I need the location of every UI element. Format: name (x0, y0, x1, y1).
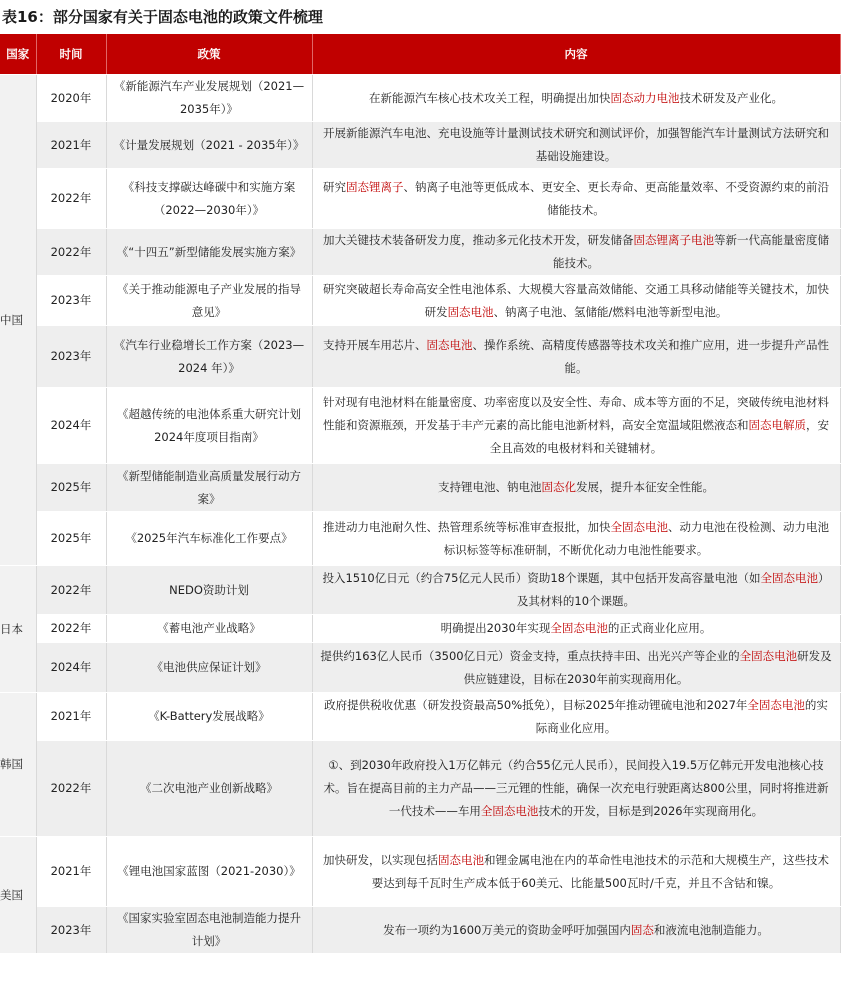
content-text: 发布一项约为1600万美元的资助金呼吁加强国内 (383, 922, 631, 937)
content-text: 支持锂电池、钠电池 (438, 480, 542, 494)
policy-cell: 《关于推动能源电子产业发展的指导意见》 (106, 276, 312, 326)
time-cell: 2023年 (36, 326, 106, 388)
table-row (0, 122, 840, 169)
highlighted-text: 固态锂离子 (346, 179, 404, 194)
content-text: 、钠离子电池等更低成本、更安全、更长寿命、更高能量效率、不受资源约束的前沿储能技术。 (403, 179, 829, 217)
header-time: 时间 (36, 34, 106, 75)
content-text: 等新一代高能量密度储能技术。 (553, 233, 829, 270)
policy-cell: 《“十四五”新型储能发展实施方案》 (106, 229, 312, 276)
highlighted-text: 全固态电池 (739, 648, 798, 663)
time-cell: 2023年 (36, 907, 106, 954)
policy-cell: 《电池供应保证计划》 (106, 643, 312, 693)
time-cell: 2022年 (36, 615, 106, 643)
content-cell (312, 229, 840, 276)
time-cell: 2020年 (36, 75, 106, 122)
content-text: 技术研发及产业化。 (679, 90, 783, 105)
content-text: 、钠离子电池、氢储能/燃料电池等新型电池。 (493, 304, 728, 319)
table-row (0, 326, 840, 388)
content-text: 、动力电池在役检测、动力电池标识标签等标准研制，不断优化动力电池性能要求。 (443, 519, 829, 557)
content-text: 推进动力电池耐久性、热管理系统等标准审查报批，加快 (323, 519, 611, 534)
time-cell: 2022年 (36, 566, 106, 615)
content-cell (312, 75, 840, 122)
content-text: 的正式商业化应用。 (607, 621, 712, 635)
content-text: 、操作系统、高精度传感器等技术攻关和推广应用，进一步提升产品性能。 (472, 337, 829, 375)
time-cell: 2024年 (36, 643, 106, 693)
time-cell: 2025年 (36, 464, 106, 512)
content-text: 和液流电池制造能力。 (653, 922, 769, 937)
table-row (0, 566, 840, 615)
policy-cell: 《2025年汽车标准化工作要点》 (106, 512, 312, 566)
policy-cell: 《新型储能制造业高质量发展行动方案》 (106, 464, 312, 512)
policy-cell: NEDO资助计划 (106, 566, 312, 615)
content-cell (312, 464, 840, 512)
table-row (0, 512, 840, 566)
header-country: 国家 (0, 34, 36, 75)
table-row (0, 75, 840, 122)
time-cell: 2021年 (36, 122, 106, 169)
table-row (0, 643, 840, 693)
content-text: 支持开展车用芯片、 (323, 337, 427, 352)
table-row (0, 837, 840, 907)
content-cell (312, 512, 840, 566)
highlighted-text: 固态电池 (426, 337, 473, 352)
country-cell: 日本 (0, 566, 36, 693)
highlighted-text: 固态锂离子电池 (633, 233, 714, 247)
time-cell: 2025年 (36, 512, 106, 566)
content-text: 在新能源汽车核心技术攻关工程，明确提出加快 (369, 90, 611, 105)
content-cell (312, 169, 840, 229)
content-cell (312, 615, 840, 643)
country-cell: 中国 (0, 75, 36, 566)
content-text: 和锂金属电池在内的革命性电池技术的示范和大规模生产，这些技术要达到每千瓦时生产成本低于60美元、比能量500瓦时/千克，并且不含钴和镍。 (371, 852, 829, 890)
content-cell (312, 122, 840, 169)
time-cell: 2024年 (36, 388, 106, 464)
content-text: ）及其材料的10个课题。 (516, 571, 830, 608)
time-cell: 2022年 (36, 741, 106, 837)
highlighted-text: 固态动力电池 (610, 90, 680, 105)
time-cell: 2021年 (36, 837, 106, 907)
content-cell (312, 388, 840, 464)
highlighted-text: 全固态电池 (610, 519, 668, 534)
policy-table (0, 34, 841, 954)
header-content: 内容 (312, 34, 840, 75)
content-text: 提供约163亿人民币（3500亿日元）资金支持，重点扶持丰田、出光兴产等企业的 (320, 648, 740, 663)
time-cell: 2023年 (36, 276, 106, 326)
content-text: 投入1510亿日元（约合75亿元人民币）资助18个课题，其中包括开发高容量电池（如 (322, 571, 761, 585)
table-row (0, 615, 840, 643)
highlighted-text: 固态电解质 (748, 418, 806, 432)
highlighted-text: 全固态电池 (480, 804, 539, 818)
policy-cell: 《超越传统的电池体系重大研究计划2024年度项目指南》 (106, 388, 312, 464)
highlighted-text: 固态电池 (447, 304, 494, 319)
table-row (0, 741, 840, 837)
table-row (0, 276, 840, 326)
country-cell: 美国 (0, 837, 36, 954)
highlighted-text: 固态化 (541, 480, 576, 494)
content-text: 研究 (323, 179, 346, 194)
policy-cell: 《汽车行业稳增长工作方案（2023—2024 年）》 (106, 326, 312, 388)
highlighted-text: 全固态电池 (550, 621, 608, 635)
content-text: 加大关键技术装备研发力度，推动多元化技术开发，研发储备 (323, 233, 634, 247)
content-text: ，安全且高效的电极材料和关键辅材。 (489, 418, 829, 455)
time-cell: 2022年 (36, 229, 106, 276)
highlighted-text: 固态 (630, 922, 654, 937)
table-row (0, 169, 840, 229)
content-cell (312, 907, 840, 954)
time-cell: 2022年 (36, 169, 106, 229)
table-title: 表16：部分国家有关于固态电池的政策文件梳理 (2, 8, 323, 26)
content-cell (312, 837, 840, 907)
country-cell: 韩国 (0, 693, 36, 837)
header-policy: 政策 (106, 34, 312, 75)
table-row (0, 229, 840, 276)
policy-cell: 《科技支撑碳达峰碳中和实施方案（2022—2030年）》 (106, 169, 312, 229)
content-text: 明确提出2030年实现 (440, 621, 551, 635)
policy-cell: 《K-Battery发展战略》 (106, 693, 312, 741)
table-row (0, 464, 840, 512)
content-text: ①、到2030年政府投入1万亿韩元（约合55亿元人民币），民间投入19.5万亿韩元开发电池核心技术。旨在提高目前的主力产品——三元锂的性能，确保一次充电行驶距离达800公里，同时将推进新一代技术——车用 (323, 758, 829, 818)
table-row (0, 907, 840, 954)
content-cell (312, 566, 840, 615)
policy-cell: 《二次电池产业创新战略》 (106, 741, 312, 837)
content-cell (312, 643, 840, 693)
policy-cell: 《新能源汽车产业发展规划（2021—2035年）》 (106, 75, 312, 122)
policy-cell: 《蓄电池产业战略》 (106, 615, 312, 643)
highlighted-text: 全固态电池 (747, 697, 805, 712)
content-text: 政府提供税收优惠（研发投资最高50%抵免），目标2025年推动锂硫电池和2027年 (324, 697, 748, 712)
content-cell (312, 741, 840, 837)
content-cell (312, 693, 840, 741)
policy-cell: 《计量发展规划（2021 - 2035年）》 (106, 122, 312, 169)
content-text: 开展新能源汽车电池、充电设施等计量测试技术研究和测试评价，加强智能汽车计量测试方法研究和基础设施建设。 (323, 126, 829, 163)
content-cell (312, 326, 840, 388)
table-row (0, 693, 840, 741)
content-text: 研发及供应链建设，目标在2030年前实现商用化。 (463, 648, 832, 686)
policy-cell: 《国家实验室固态电池制造能力提升计划》 (106, 907, 312, 954)
table-header-row (0, 34, 840, 75)
time-cell: 2021年 (36, 693, 106, 741)
content-text: 研究突破超长寿命高安全性电池体系、大规模大容量高效储能、交通工具移动储能等关键技术，加快研发 (323, 281, 829, 319)
highlighted-text: 固态电池 (438, 852, 484, 867)
content-text: 针对现有电池材料在能量密度、功率密度以及安全性、寿命、成本等方面的不足，突破传统电池材料性能和资源瓶颈，开发基于丰产元素的高比能电池新材料，高安全宽温域阻燃液态和 (323, 395, 829, 432)
highlighted-text: 全固态电池 (760, 571, 819, 585)
table-row (0, 388, 840, 464)
content-text: 技术的开发，目标是到2026年实现商用化。 (538, 804, 764, 818)
policy-cell: 《锂电池国家蓝图（2021-2030）》 (106, 837, 312, 907)
table-body (0, 75, 840, 954)
content-text: 发展，提升本征安全性能。 (576, 480, 714, 494)
content-text: 的实际商业化应用。 (535, 697, 828, 735)
content-cell (312, 276, 840, 326)
content-text: 加快研发，以实现包括 (323, 852, 438, 867)
